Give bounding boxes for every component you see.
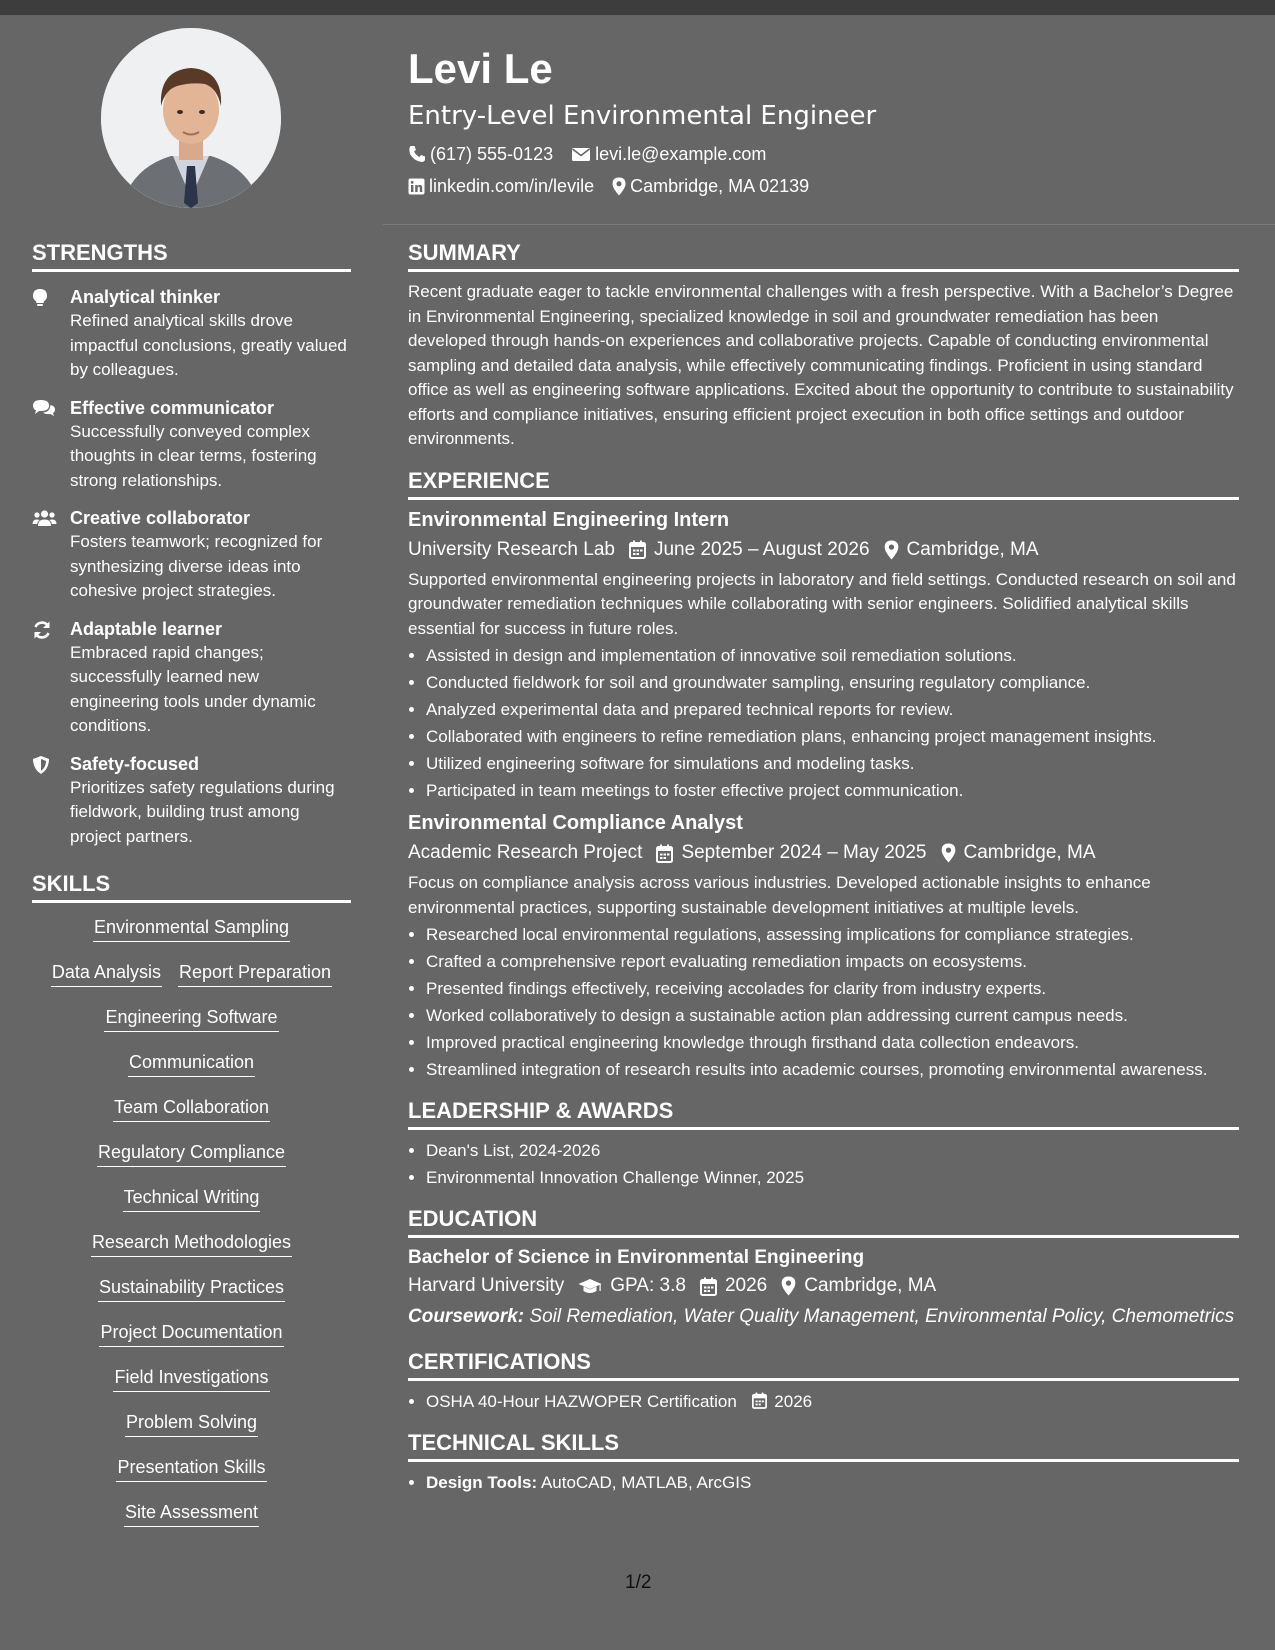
job-meta xyxy=(408,839,1239,867)
resume-header xyxy=(408,40,1238,202)
map-pin-icon xyxy=(612,177,626,196)
candidate-name: Levi Le xyxy=(408,45,553,92)
technical-skill-item xyxy=(426,1470,1239,1495)
bullet-item: • Analyzed experimental data and prepared technical reports for review. xyxy=(426,697,1239,722)
bullet-item: • Worked collaboratively to design a sustainable action plan addressing current campus needs. xyxy=(426,1003,1239,1028)
certification-name: OSHA 40-Hour HAZWOPER Certification xyxy=(426,1392,737,1411)
certification-year: 2026 xyxy=(774,1392,813,1411)
phone-icon xyxy=(408,145,426,163)
comments-icon xyxy=(32,399,56,418)
skill-tag: Presentation Skills xyxy=(116,1455,266,1482)
contact-row-1 xyxy=(408,138,1238,170)
left-column xyxy=(32,238,351,1545)
contact-row-2 xyxy=(408,170,1238,202)
skill-tag: Report Preparation xyxy=(178,960,332,987)
skills-list xyxy=(32,915,351,1545)
email-contact[interactable] xyxy=(571,138,766,170)
school-location: Cambridge, MA xyxy=(804,1275,937,1296)
bullet-item: • Crafted a comprehensive report evaluating remediation impacts on ecosystems. xyxy=(426,949,1239,974)
skill-tag: Problem Solving xyxy=(125,1410,258,1437)
job-bullets xyxy=(408,643,1239,803)
summary-heading: SUMMARY xyxy=(408,238,1239,272)
bullet-item: • Streamlined integration of research results into academic courses, promoting environmental awareness. xyxy=(426,1057,1239,1082)
award-item: • Environmental Innovation Challenge Winner, 2025 xyxy=(426,1165,1239,1190)
skill-tag: Site Assessment xyxy=(124,1500,259,1527)
strengths-heading: STRENGTHS xyxy=(32,238,351,272)
strength-description: Refined analytical skills drove impactful conclusions, greatly valued by colleagues. xyxy=(70,311,347,379)
linkedin-contact[interactable] xyxy=(408,170,594,202)
skill-tag: Engineering Software xyxy=(104,1005,278,1032)
strength-item xyxy=(32,752,351,850)
strength-title: Adaptable learner xyxy=(70,618,223,639)
strength-title: Effective communicator xyxy=(70,397,275,418)
skill-tag: Research Methodologies xyxy=(91,1230,292,1257)
strength-description: Embraced rapid changes; successfully learned new engineering tools under dynamic conditions. xyxy=(70,642,316,735)
bullet-item: • Researched local environmental regulations, assessing implications for compliance strategies. xyxy=(426,922,1239,947)
certifications-section xyxy=(408,1347,1239,1414)
job-organization: University Research Lab xyxy=(408,538,615,560)
technical-skills-list xyxy=(408,1470,1239,1495)
job-organization: Academic Research Project xyxy=(408,842,643,863)
candidate-title: Entry-Level Environmental Engineer xyxy=(408,101,877,131)
education-heading: EDUCATION xyxy=(408,1204,1239,1238)
strength-description: Prioritizes safety regulations during fieldwork, building trust among project partners. xyxy=(70,777,335,846)
certifications-list xyxy=(408,1389,1239,1414)
calendar-icon xyxy=(656,844,673,863)
job-title: Environmental Compliance Analyst xyxy=(408,812,743,834)
map-pin-icon xyxy=(781,1276,796,1296)
technical-skills-section xyxy=(408,1428,1239,1495)
degree-title: Bachelor of Science in Environmental Engineering xyxy=(408,1247,865,1268)
experience-section xyxy=(408,466,1239,1083)
job-dates: June 2025 – August 2026 xyxy=(653,538,870,560)
graduation-year: 2026 xyxy=(724,1275,768,1296)
job-bullets xyxy=(408,922,1239,1082)
strength-title: Creative collaborator xyxy=(70,508,251,528)
summary-text: Recent graduate eager to tackle environmental challenges with a fresh perspective. With a Bachelor’s Degree in Environmental Engineering, specialized knowledge in soil and groundwater remediation has been developed through hands-on experiences and collaborative projects. Capable of conducting environmental sampling and detailed data analysis, while effectively communicating findings. Proficient in using standard office as well as engineering software applications. Excited about the opportunity to contribute to sustainability efforts and compliance initiatives, ensuring efficient project execution in both office settings and outdoor environments. xyxy=(408,282,1234,448)
phone-contact xyxy=(408,138,553,170)
strength-item xyxy=(32,396,351,494)
bullet-item: • Participated in team meetings to foster effective project communication. xyxy=(426,778,1239,803)
skill-tag: Environmental Sampling xyxy=(93,915,290,942)
skills-heading: SKILLS xyxy=(32,869,351,903)
bullet-item: • Conducted fieldwork for soil and groundwater sampling, ensuring regulatory compliance. xyxy=(426,670,1239,695)
experience-heading: EXPERIENCE xyxy=(408,466,1239,500)
calendar-icon xyxy=(752,1392,767,1409)
page-number: 1/2 xyxy=(625,1572,652,1593)
award-item: • Dean's List, 2024-2026 xyxy=(426,1138,1239,1163)
linkedin-icon xyxy=(408,178,425,195)
strength-description: Successfully conveyed complex thoughts in clear terms, fostering strong relationships. xyxy=(70,421,317,490)
strength-item xyxy=(32,617,351,739)
coursework-label: Coursework: xyxy=(408,1306,525,1327)
users-icon xyxy=(32,509,57,527)
lightbulb-icon xyxy=(32,288,48,308)
bullet-item: • Presented findings effectively, receiving accolades for clarity from industry experts. xyxy=(426,976,1239,1001)
strength-item xyxy=(32,285,351,383)
leadership-section xyxy=(408,1096,1239,1190)
phone-text: (617) 555-0123 xyxy=(430,144,554,164)
job-location: Cambridge, MA xyxy=(963,842,1096,863)
strength-description: Fosters teamwork; recognized for synthesizing diverse ideas into cohesive project strategies. xyxy=(70,532,323,600)
job-location: Cambridge, MA xyxy=(906,538,1039,560)
technical-skill-label: Design Tools: xyxy=(426,1473,538,1492)
graduation-cap-icon xyxy=(578,1278,602,1295)
map-pin-icon xyxy=(941,843,956,863)
email-text: levi.le@example.com xyxy=(595,144,767,164)
top-bar xyxy=(0,0,1275,15)
skill-tag: Field Investigations xyxy=(113,1365,269,1392)
job-entry xyxy=(408,506,1239,804)
profile-photo xyxy=(101,28,281,208)
technical-skills-heading: TECHNICAL SKILLS xyxy=(408,1428,1239,1462)
main-column xyxy=(408,238,1239,1497)
bullet-item: • Collaborated with engineers to refine remediation plans, enhancing project management insights. xyxy=(426,724,1239,749)
skill-tag: Team Collaboration xyxy=(113,1095,270,1122)
bullet-item: • Improved practical engineering knowledge through firsthand data collection endeavors. xyxy=(426,1030,1239,1055)
shield-icon xyxy=(32,755,50,775)
skill-tag: Communication xyxy=(128,1050,255,1077)
strength-item xyxy=(32,506,351,604)
coursework xyxy=(408,1304,1239,1329)
gpa-text: GPA: 3.8 xyxy=(610,1275,686,1296)
skill-tag: Technical Writing xyxy=(123,1185,261,1212)
strength-title: Analytical thinker xyxy=(70,287,221,307)
calendar-icon xyxy=(629,540,646,559)
leadership-heading: LEADERSHIP & AWARDS xyxy=(408,1096,1239,1130)
certifications-heading: CERTIFICATIONS xyxy=(408,1347,1239,1381)
school-name: Harvard University xyxy=(408,1275,565,1296)
skill-tag: Sustainability Practices xyxy=(98,1275,285,1302)
header-divider xyxy=(383,224,1275,225)
skill-tag: Data Analysis xyxy=(51,960,162,987)
skill-tag: Regulatory Compliance xyxy=(97,1140,286,1167)
job-meta xyxy=(408,536,1239,564)
envelope-icon xyxy=(571,146,591,162)
map-pin-icon xyxy=(884,540,899,560)
job-description: Supported environmental engineering projects in laboratory and field settings. Conducted research on soil and groundwater remediation techniques while collaborating with senior engineers. Solidified analytical skills essential for success in future roles. xyxy=(408,569,1236,638)
location-text: Cambridge, MA 02139 xyxy=(630,176,810,196)
job-title: Environmental Engineering Intern xyxy=(408,508,730,531)
refresh-icon xyxy=(32,620,52,640)
skill-tag: Project Documentation xyxy=(99,1320,283,1347)
location-contact xyxy=(612,170,809,202)
leadership-list xyxy=(408,1138,1239,1190)
education-meta xyxy=(408,1272,1239,1300)
linkedin-text: linkedin.com/in/levile xyxy=(429,176,595,196)
education-section xyxy=(408,1204,1239,1329)
calendar-icon xyxy=(700,1277,717,1296)
job-dates: September 2024 – May 2025 xyxy=(681,842,927,863)
strength-title: Safety-focused xyxy=(70,753,200,774)
job-entry xyxy=(408,809,1239,1082)
bullet-item: • Utilized engineering software for simulations and modeling tasks. xyxy=(426,751,1239,776)
job-description: Focus on compliance analysis across various industries. Developed actionable insights to enhance environmental practices, supporting sustainable development initiatives at multiple levels. xyxy=(408,873,1151,917)
bullet-item: • Assisted in design and implementation of innovative soil remediation solutions. xyxy=(426,643,1239,668)
technical-skill-value: AutoCAD, MATLAB, ArcGIS xyxy=(540,1473,752,1492)
certification-item xyxy=(426,1389,1239,1414)
coursework-text: Soil Remediation, Water Quality Management, Environmental Policy, Chemometrics xyxy=(529,1306,1235,1327)
